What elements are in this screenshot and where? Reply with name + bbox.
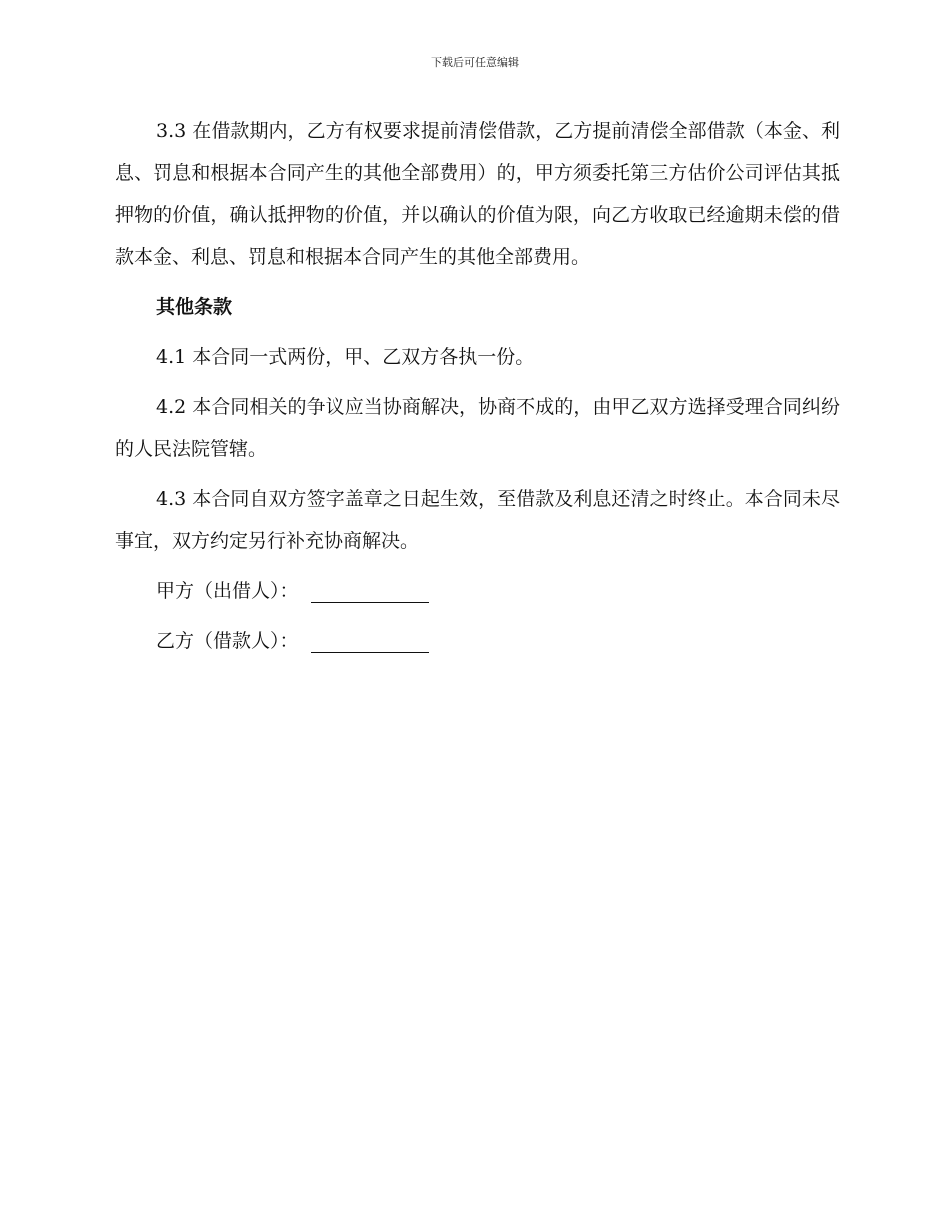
clause-3-3: 3.3 在借款期内，乙方有权要求提前清偿借款，乙方提前清偿全部借款（本金、利息、罚息和根据本合同产生的其他全部费用）的，甲方须委托第三方估价公司评估其抵押物的价值，确认抵押物的价值，并以确认的价值为限，向乙方收取已经逾期未偿的借款本金、利息、罚息和根据本合同产生的其他全部费用。 bbox=[115, 120, 840, 268]
party-a-signature-line[interactable] bbox=[311, 580, 429, 603]
party-b-label: 乙方（借款人）： bbox=[156, 630, 299, 652]
document-body bbox=[115, 110, 840, 670]
header-caption: 下载后可任意编辑 bbox=[431, 56, 519, 69]
party-a-label: 甲方（出借人）： bbox=[156, 580, 299, 602]
clause-4-1: 4.1 本合同一式两份，甲、乙双方各执一份。 bbox=[156, 346, 535, 368]
party-a-signature-row bbox=[115, 570, 840, 612]
clause-4-3: 4.3 本合同自双方签字盖章之日起生效，至借款及利息还清之时终止。本合同未尽事宜，双方约定另行补充协商解决。 bbox=[115, 488, 840, 552]
section-heading-other-terms: 其他条款 bbox=[156, 296, 233, 318]
party-b-signature-line[interactable] bbox=[311, 630, 429, 653]
party-b-signature-row bbox=[115, 620, 840, 662]
clause-4-2: 4.2 本合同相关的争议应当协商解决，协商不成的，由甲乙双方选择受理合同纠纷的人民法院管辖。 bbox=[115, 396, 840, 460]
